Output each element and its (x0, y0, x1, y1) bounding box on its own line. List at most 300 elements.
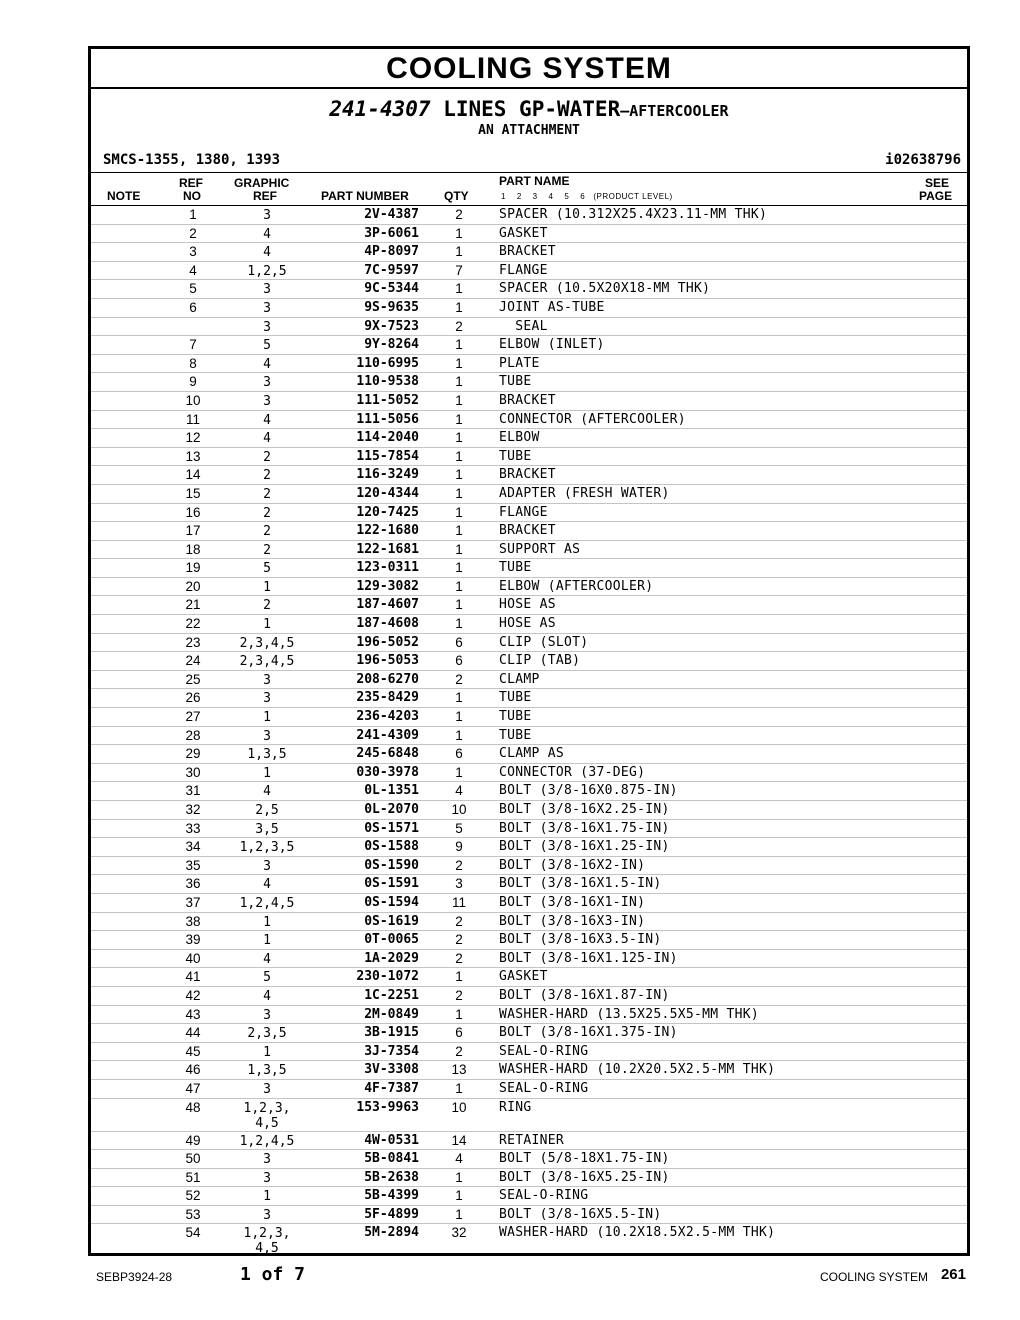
part-number-cell: 9S-9635 (364, 299, 419, 315)
ref-no-cell: 15 (185, 485, 201, 501)
part-number-cell: 245-6848 (356, 746, 419, 762)
graphic-ref-cell: 1 (263, 617, 271, 633)
part-number-cell: 110-6995 (356, 355, 419, 371)
part-name-cell: JOINT AS-TUBE (499, 299, 605, 315)
graphic-ref-cell: 4 (263, 431, 271, 447)
ref-no-cell: 33 (185, 820, 201, 836)
part-number-cell: 111-5052 (356, 392, 419, 408)
ref-no-cell: 16 (185, 504, 201, 520)
qty-cell: 1 (455, 616, 463, 632)
ref-no-cell: 38 (185, 913, 201, 929)
qty-cell: 5 (455, 820, 463, 836)
part-number-cell: 3B-1915 (364, 1025, 419, 1041)
ref-no-cell: 32 (185, 802, 201, 817)
graphic-ref-cell: 2,3,5 (247, 1026, 287, 1042)
part-number-cell: 230-1072 (356, 969, 419, 985)
part-number-cell: 0T-0065 (364, 932, 419, 948)
ref-no-cell: 42 (185, 987, 201, 1003)
qty-cell: 2 (455, 950, 463, 966)
graphic-ref-cell: 3,5 (255, 821, 279, 837)
ref-no-cell: 54 (185, 1225, 201, 1241)
table-row (91, 243, 967, 262)
ref-no-cell: 5 (189, 281, 197, 297)
part-name-cell: ADAPTER (FRESH WATER) (499, 485, 670, 501)
ref-no-cell: 10 (185, 392, 201, 408)
table-row (91, 596, 967, 615)
graphic-ref-cell: 2 (263, 468, 271, 484)
table-row (91, 913, 967, 932)
ref-no-cell: 53 (185, 1206, 201, 1222)
footer-page-number: 261 (940, 1266, 966, 1283)
ref-no-cell: 21 (185, 597, 201, 613)
table-row (91, 373, 967, 392)
qty-cell: 11 (451, 894, 466, 910)
graphic-ref-cell: 4 (263, 988, 271, 1004)
part-number-cell: 115-7854 (356, 448, 419, 464)
ref-no-cell: 17 (185, 523, 201, 539)
part-number-cell: 235-8429 (356, 690, 419, 706)
part-name-cell: TUBE (499, 448, 532, 464)
qty-cell: 2 (455, 1043, 463, 1059)
table-row (91, 857, 967, 876)
part-name-cell: TUBE (499, 727, 532, 743)
footer-sheet-count: 1 of 7 (240, 1264, 306, 1285)
part-number-cell: 5F-4899 (364, 1206, 419, 1222)
qty-cell: 1 (455, 597, 463, 613)
part-name-cell: BOLT (3/8-16X5.5-IN) (499, 1206, 662, 1222)
part-number-cell: 5B-4399 (364, 1188, 419, 1204)
table-row (91, 708, 967, 727)
qty-cell: 4 (455, 1151, 463, 1167)
graphic-ref-cell: 1,2,3, 4,5 (243, 1226, 291, 1257)
part-name-cell: SEAL-O-RING (499, 1188, 589, 1204)
ref-no-cell: 2 (189, 225, 197, 241)
part-name-cell: RING (499, 1099, 532, 1115)
table-row (91, 336, 967, 355)
graphic-ref-cell: 4 (263, 877, 271, 893)
part-number-cell: 030-3978 (356, 764, 419, 780)
ref-no-cell: 43 (185, 1006, 201, 1022)
ref-no-cell: 27 (185, 709, 201, 725)
part-name-cell: SEAL (499, 318, 548, 334)
part-name-cell: WASHER-HARD (10.2X20.5X2.5-MM THK) (499, 1062, 776, 1078)
table-row (91, 931, 967, 950)
graphic-ref-cell: 2,5 (255, 803, 279, 818)
header-graphic-bottom: REF (253, 189, 277, 203)
graphic-ref-cell: 5 (263, 338, 271, 354)
part-name-cell: BOLT (3/8-16X1.75-IN) (499, 820, 670, 836)
graphic-ref-cell: 5 (263, 561, 271, 577)
group-suffix: —AFTERCOOLER (620, 102, 729, 120)
table-row (91, 1169, 967, 1188)
part-number-cell: 110-9538 (356, 374, 419, 390)
qty-cell: 1 (455, 299, 463, 315)
qty-cell: 4 (455, 783, 463, 799)
part-number-cell: 0S-1594 (364, 894, 419, 910)
ref-no-cell: 36 (185, 876, 201, 892)
qty-cell: 6 (455, 634, 463, 650)
ref-no-cell: 50 (185, 1151, 201, 1167)
attachment-label: AN ATTACHMENT (478, 123, 580, 138)
qty-cell: 1 (455, 764, 463, 780)
ref-no-cell: 13 (185, 448, 201, 464)
part-number-cell: 5B-2638 (364, 1169, 419, 1185)
qty-cell: 1 (455, 541, 463, 557)
qty-cell: 1 (455, 355, 463, 371)
graphic-ref-cell: 1,2,3,5 (239, 840, 295, 856)
group-number: 241-4307 (329, 97, 431, 121)
part-name-cell: FLANGE (499, 504, 548, 520)
footer-section: COOLING SYSTEM (819, 1270, 928, 1284)
table-row (91, 1224, 967, 1257)
part-name-cell: SPACER (10.312X25.4X23.11-MM THK) (499, 207, 768, 222)
part-name-cell: TUBE (499, 690, 532, 706)
ref-no-cell: 41 (185, 969, 201, 985)
ref-no-cell: 48 (185, 1099, 201, 1115)
part-number-cell: 187-4607 (356, 597, 419, 613)
ref-no-cell: 31 (185, 783, 201, 799)
table-row (91, 448, 967, 467)
part-number-cell: 122-1681 (356, 541, 419, 557)
qty-cell: 1 (455, 337, 463, 353)
qty-cell: 2 (455, 207, 463, 222)
part-name-cell: SPACER (10.5X20X18-MM THK) (499, 281, 711, 297)
table-row (91, 1206, 967, 1225)
table-row (91, 634, 967, 653)
table-row (91, 206, 967, 225)
table-row (91, 1043, 967, 1062)
graphic-ref-cell: 1 (263, 933, 271, 949)
qty-cell: 32 (451, 1225, 467, 1241)
table-row (91, 578, 967, 597)
table-row (91, 782, 967, 801)
graphic-ref-cell: 3 (263, 1152, 271, 1168)
part-name-cell: GASKET (499, 969, 548, 985)
part-name-cell: BOLT (3/8-16X1.5-IN) (499, 876, 662, 892)
footer-doc-number: SEBP3924-28 (96, 1270, 173, 1284)
header-product-level: 1 2 3 4 5 6 (PRODUCT LEVEL) (501, 192, 673, 201)
part-number-cell: 122-1680 (356, 523, 419, 539)
table-row (91, 1099, 967, 1132)
table-row (91, 541, 967, 560)
ref-no-cell: 39 (185, 932, 201, 948)
qty-cell: 1 (455, 523, 463, 539)
graphic-ref-cell: 3 (263, 672, 271, 688)
part-number-cell: 0S-1571 (364, 820, 419, 836)
part-number-cell: 196-5052 (356, 634, 419, 650)
table-row (91, 615, 967, 634)
part-number-cell: 241-4309 (356, 727, 419, 743)
graphic-ref-cell: 2 (263, 524, 271, 540)
qty-cell: 1 (455, 448, 463, 464)
part-number-cell: 129-3082 (356, 578, 419, 594)
graphic-ref-cell: 4 (263, 784, 271, 800)
graphic-ref-cell: 1,2,4,5 (239, 895, 295, 911)
part-number-cell: 187-4608 (356, 616, 419, 632)
table-row (91, 950, 967, 969)
qty-cell: 2 (455, 857, 463, 873)
qty-cell: 1 (455, 560, 463, 576)
table-row (91, 652, 967, 671)
ref-no-cell: 11 (185, 411, 200, 427)
part-number-cell: 1C-2251 (364, 987, 419, 1003)
part-name-cell: ELBOW (INLET) (499, 337, 605, 353)
qty-cell: 1 (455, 281, 463, 297)
table-row (91, 299, 967, 318)
part-number-cell: 0S-1591 (364, 876, 419, 892)
ref-no-cell: 28 (185, 727, 201, 743)
part-name-cell: CLAMP (499, 671, 540, 687)
part-name-cell: BRACKET (499, 467, 556, 483)
ref-no-cell: 9 (189, 374, 197, 390)
illustration-id: i02638796 (885, 152, 961, 168)
table-row (91, 987, 967, 1006)
qty-cell: 13 (451, 1062, 467, 1078)
table-row (91, 764, 967, 783)
qty-cell: 1 (455, 969, 463, 985)
qty-cell: 2 (455, 913, 463, 929)
part-name-cell: FLANGE (499, 262, 548, 278)
part-name-cell: RETAINER (499, 1132, 565, 1148)
table-row (91, 894, 967, 913)
graphic-ref-cell: 1,2,3, 4,5 (243, 1100, 291, 1131)
part-name-cell: CLIP (TAB) (499, 653, 581, 669)
part-number-cell: 196-5053 (356, 653, 419, 669)
qty-cell: 1 (455, 467, 463, 483)
header-see-bottom: PAGE (919, 189, 953, 203)
table-row (91, 411, 967, 430)
table-row (91, 968, 967, 987)
ref-no-cell: 1 (189, 207, 197, 222)
ref-no-cell: 25 (185, 671, 201, 687)
part-name-cell: BOLT (3/8-16X3-IN) (499, 913, 646, 929)
part-number-cell: 5B-0841 (364, 1151, 419, 1167)
section-title: COOLING SYSTEM (91, 49, 967, 89)
table-row (91, 522, 967, 541)
table-row (91, 429, 967, 448)
table-row (91, 504, 967, 523)
part-name-cell: BRACKET (499, 523, 556, 539)
table-row (91, 262, 967, 281)
graphic-ref-cell: 3 (263, 1207, 271, 1223)
part-number-cell: 9C-5344 (364, 281, 419, 297)
graphic-ref-cell: 5 (263, 970, 271, 986)
part-name-cell: ELBOW (499, 430, 540, 446)
graphic-ref-cell: 3 (263, 300, 271, 316)
ref-no-cell: 51 (185, 1169, 201, 1185)
graphic-ref-cell: 4 (263, 412, 271, 428)
graphic-ref-cell: 1 (263, 765, 271, 781)
ref-no-cell: 40 (185, 950, 201, 966)
graphic-ref-cell: 3 (263, 1007, 271, 1023)
header-part-name: PART NAME (499, 174, 570, 188)
group-name: LINES GP-WATER (443, 97, 621, 121)
part-number-cell: 0S-1588 (364, 839, 419, 855)
ref-no-cell: 14 (185, 467, 201, 483)
part-name-cell: BOLT (3/8-16X1-IN) (499, 894, 646, 910)
part-name-cell: GASKET (499, 225, 548, 241)
graphic-ref-cell: 4 (263, 951, 271, 967)
part-name-cell: BOLT (3/8-16X2.25-IN) (499, 802, 670, 817)
ref-no-cell: 24 (185, 653, 201, 669)
ref-no-cell: 18 (185, 541, 201, 557)
ref-no-cell: 26 (185, 690, 201, 706)
qty-cell: 1 (455, 1169, 463, 1185)
graphic-ref-cell: 3 (263, 282, 271, 298)
qty-cell: 2 (455, 671, 463, 687)
table-row (91, 875, 967, 894)
smcs-codes: SMCS-1355, 1380, 1393 (103, 152, 281, 168)
qty-cell: 9 (455, 839, 463, 855)
part-number-cell: 153-9963 (356, 1099, 419, 1115)
graphic-ref-cell: 1 (263, 710, 271, 726)
ref-no-cell: 37 (185, 894, 201, 910)
qty-cell: 7 (455, 262, 463, 278)
graphic-ref-cell: 2,3,4,5 (239, 654, 295, 670)
part-number-cell: 1A-2029 (364, 950, 419, 966)
part-name-cell: BOLT (5/8-18X1.75-IN) (499, 1151, 670, 1167)
graphic-ref-cell: 4 (263, 356, 271, 372)
ref-no-cell: 23 (185, 634, 201, 650)
part-number-cell: 111-5056 (356, 411, 419, 427)
part-name-cell: CONNECTOR (AFTERCOOLER) (499, 411, 686, 427)
table-row (91, 280, 967, 299)
ref-no-cell: 30 (185, 764, 201, 780)
qty-cell: 1 (455, 727, 463, 743)
part-name-cell: SEAL-O-RING (499, 1080, 589, 1096)
graphic-ref-cell: 3 (263, 319, 271, 335)
header-top-rule (91, 172, 967, 173)
part-number-cell: 0S-1590 (364, 857, 419, 873)
part-name-cell: HOSE AS (499, 616, 556, 632)
graphic-ref-cell: 1,2,5 (247, 263, 287, 279)
table-row (91, 745, 967, 764)
qty-cell: 1 (455, 504, 463, 520)
part-name-cell: BOLT (3/8-16X5.25-IN) (499, 1169, 670, 1185)
ref-no-cell: 12 (185, 430, 201, 446)
ref-no-cell: 45 (185, 1043, 201, 1059)
part-name-cell: BOLT (3/8-16X3.5-IN) (499, 932, 662, 948)
qty-cell: 1 (455, 1080, 463, 1096)
graphic-ref-cell: 1 (263, 1189, 271, 1205)
graphic-ref-cell: 1 (263, 914, 271, 930)
qty-cell: 2 (455, 932, 463, 948)
table-row (91, 838, 967, 857)
part-name-cell: PLATE (499, 355, 540, 371)
qty-cell: 3 (455, 876, 463, 892)
ref-no-cell: 22 (185, 616, 201, 632)
part-name-cell: WASHER-HARD (10.2X18.5X2.5-MM THK) (499, 1225, 776, 1241)
graphic-ref-cell: 3 (263, 858, 271, 874)
ref-no-cell: 6 (189, 299, 197, 315)
table-row (91, 1061, 967, 1080)
part-number-cell: 3P-6061 (364, 225, 419, 241)
ref-no-cell: 3 (189, 244, 197, 260)
ref-no-cell: 49 (185, 1132, 201, 1148)
ref-no-cell: 44 (185, 1025, 201, 1041)
graphic-ref-cell: 3 (263, 393, 271, 409)
graphic-ref-cell: 2 (263, 598, 271, 614)
qty-cell: 1 (455, 1206, 463, 1222)
qty-cell: 1 (455, 690, 463, 706)
ref-no-cell: 34 (185, 839, 201, 855)
part-name-cell: CLIP (SLOT) (499, 634, 589, 650)
part-name-cell: BOLT (3/8-16X1.125-IN) (499, 950, 678, 966)
qty-cell: 1 (455, 430, 463, 446)
graphic-ref-cell: 2 (263, 505, 271, 521)
part-number-cell: 208-6270 (356, 671, 419, 687)
part-number-cell: 4F-7387 (364, 1080, 419, 1096)
part-number-cell: 5M-2894 (364, 1225, 419, 1241)
table-row (91, 1187, 967, 1206)
graphic-ref-cell: 3 (263, 208, 271, 223)
table-row (91, 355, 967, 374)
part-number-cell: 2V-4387 (364, 207, 419, 222)
graphic-ref-cell: 1,2,4,5 (239, 1133, 295, 1149)
graphic-ref-cell: 3 (263, 1170, 271, 1186)
part-number-cell: 0L-2070 (364, 802, 419, 817)
qty-cell: 2 (455, 987, 463, 1003)
part-number-cell: 123-0311 (356, 560, 419, 576)
table-row (91, 727, 967, 746)
table-row (91, 671, 967, 690)
part-name-cell: WASHER-HARD (13.5X25.5X5-MM THK) (499, 1006, 760, 1022)
part-name-cell: SEAL-O-RING (499, 1043, 589, 1059)
part-name-cell: BOLT (3/8-16X1.87-IN) (499, 987, 670, 1003)
qty-cell: 1 (455, 244, 463, 260)
qty-cell: 1 (455, 709, 463, 725)
graphic-ref-cell: 4 (263, 245, 271, 261)
table-row (91, 392, 967, 411)
ref-no-cell: 46 (185, 1062, 201, 1078)
part-number-cell: 7C-9597 (364, 262, 419, 278)
ref-no-cell: 8 (189, 355, 197, 371)
part-number-cell: 236-4203 (356, 709, 419, 725)
part-name-cell: TUBE (499, 560, 532, 576)
graphic-ref-cell: 2,3,4,5 (239, 635, 295, 651)
qty-cell: 6 (455, 746, 463, 762)
parts-table-body (91, 206, 967, 1257)
table-row (91, 1132, 967, 1151)
graphic-ref-cell: 2 (263, 486, 271, 502)
header-part-number: PART NUMBER (321, 189, 409, 203)
header-note: NOTE (107, 189, 141, 203)
part-name-cell: BOLT (3/8-16X1.25-IN) (499, 839, 670, 855)
part-number-cell: 0L-1351 (364, 783, 419, 799)
header-see-top: SEE (925, 176, 950, 190)
graphic-ref-cell: 2 (263, 542, 271, 558)
table-row (91, 318, 967, 337)
part-number-cell: 4W-0531 (364, 1132, 419, 1148)
part-number-cell: 116-3249 (356, 467, 419, 483)
part-number-cell: 114-2040 (356, 430, 419, 446)
part-number-cell: 9Y-8264 (364, 337, 419, 353)
table-row (91, 1024, 967, 1043)
table-row (91, 1150, 967, 1169)
part-name-cell: BOLT (3/8-16X1.375-IN) (499, 1025, 678, 1041)
part-number-cell: 0S-1619 (364, 913, 419, 929)
part-name-cell: HOSE AS (499, 597, 556, 613)
table-row (91, 225, 967, 244)
table-row (91, 1006, 967, 1025)
header-ref-bottom: NO (183, 189, 201, 203)
qty-cell: 1 (455, 485, 463, 501)
qty-cell: 6 (455, 653, 463, 669)
table-row (91, 559, 967, 578)
part-name-cell: BRACKET (499, 392, 556, 408)
graphic-ref-cell: 3 (263, 375, 271, 391)
graphic-ref-cell: 4 (263, 226, 271, 242)
